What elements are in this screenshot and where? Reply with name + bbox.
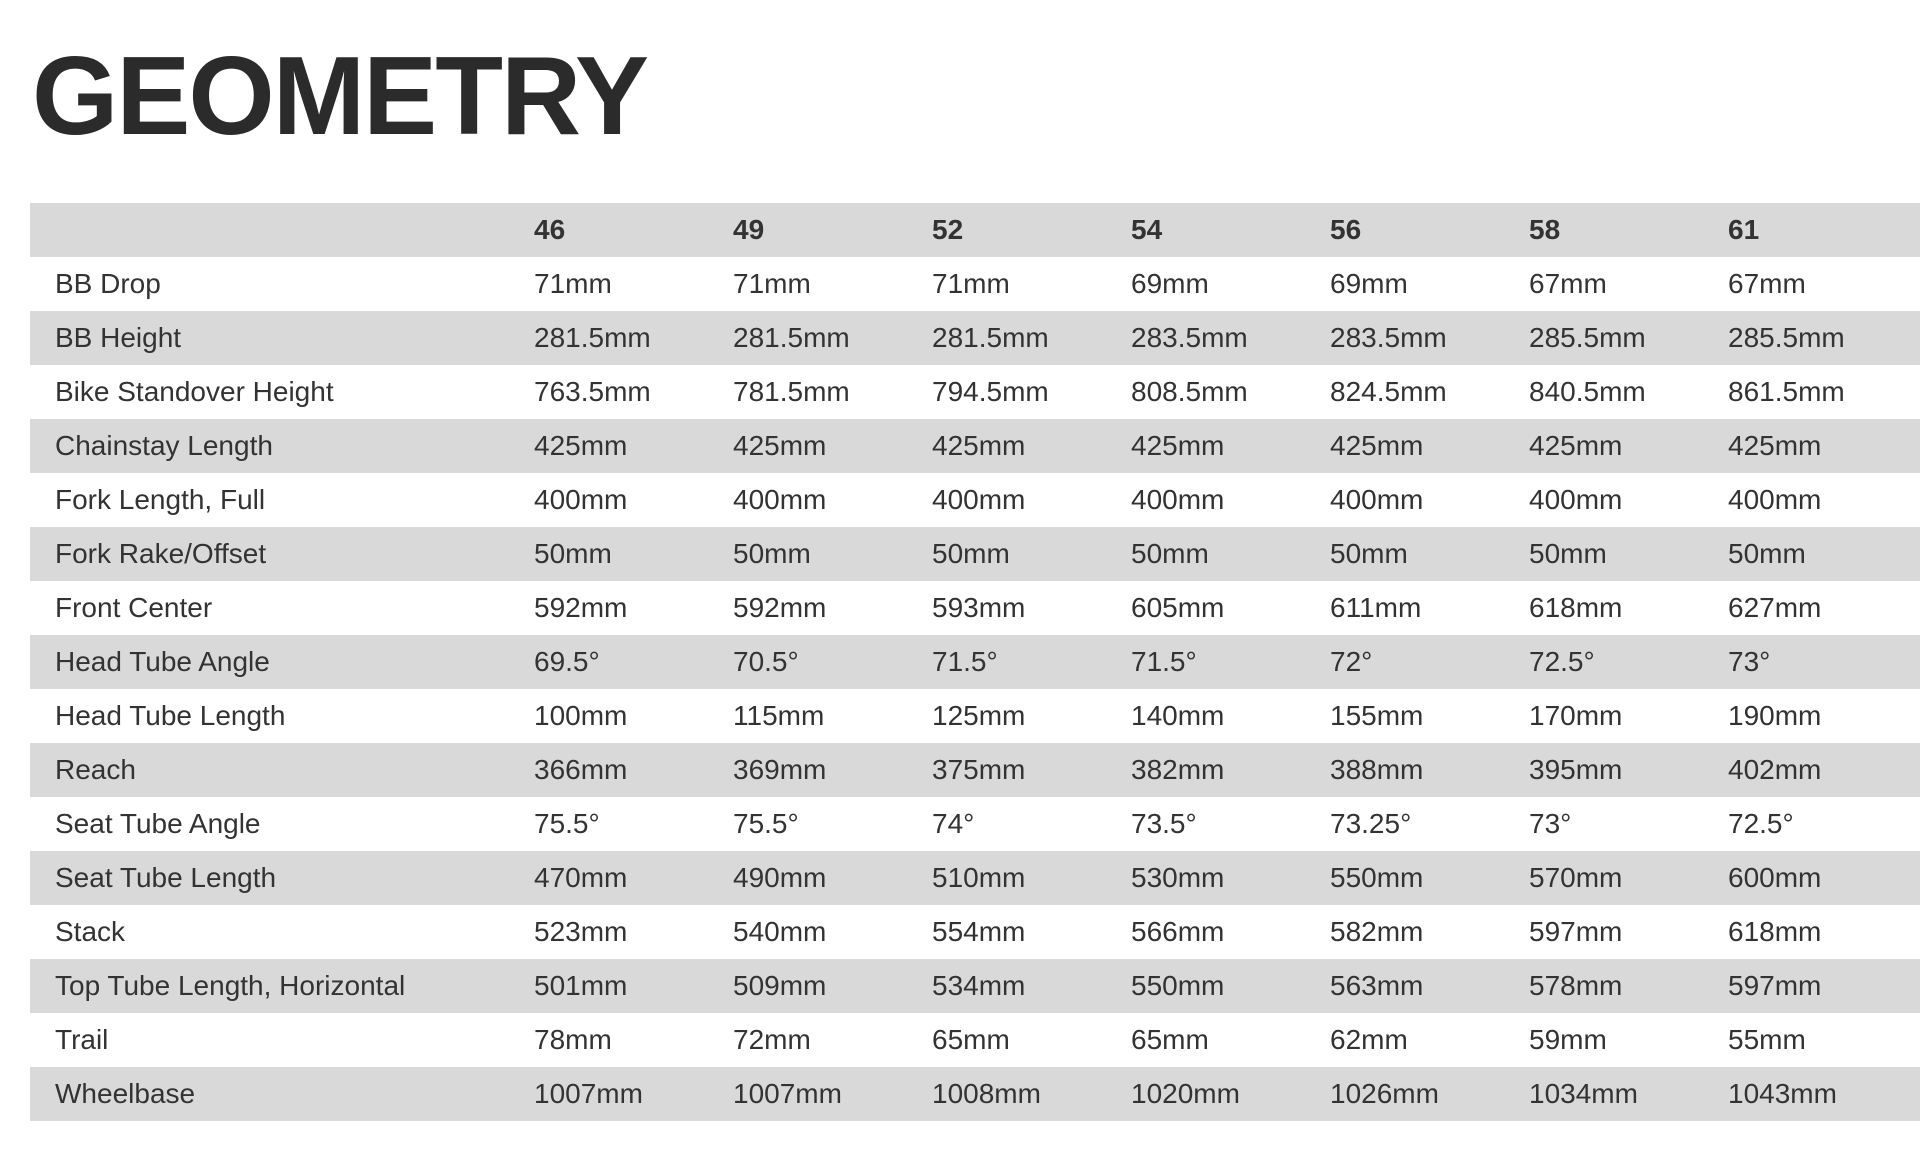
row-label: Wheelbase bbox=[55, 1078, 196, 1109]
size-header: 58 bbox=[1529, 214, 1561, 245]
page-title: GEOMETRY bbox=[32, 34, 648, 158]
table-cell: 592mm bbox=[733, 592, 827, 623]
row-label: Trail bbox=[55, 1024, 109, 1055]
table-cell: 618mm bbox=[1728, 916, 1822, 947]
table-cell: 1007mm bbox=[733, 1078, 842, 1109]
table-cell: 1007mm bbox=[534, 1078, 643, 1109]
size-header: 49 bbox=[733, 214, 765, 245]
table-cell: 72mm bbox=[733, 1024, 811, 1055]
table-cell: 369mm bbox=[733, 754, 827, 785]
table-cell: 115mm bbox=[733, 700, 825, 731]
table-cell: 400mm bbox=[1728, 484, 1822, 515]
table-cell: 400mm bbox=[1131, 484, 1225, 515]
row-label: Fork Length, Full bbox=[55, 484, 266, 515]
table-row bbox=[30, 689, 1920, 743]
table-row bbox=[30, 365, 1920, 419]
table-cell: 78mm bbox=[534, 1024, 612, 1055]
table-cell: 285.5mm bbox=[1728, 322, 1845, 353]
table-cell: 140mm bbox=[1131, 700, 1225, 731]
size-header: 46 bbox=[534, 214, 566, 245]
table-cell: 69mm bbox=[1330, 268, 1408, 299]
table-cell: 509mm bbox=[733, 970, 827, 1001]
table-cell: 593mm bbox=[932, 592, 1026, 623]
table-cell: 75.5° bbox=[534, 808, 600, 839]
size-header: 54 bbox=[1131, 214, 1163, 245]
table-cell: 283.5mm bbox=[1131, 322, 1248, 353]
table-cell: 550mm bbox=[1131, 970, 1225, 1001]
size-header: 56 bbox=[1330, 214, 1362, 245]
table-cell: 425mm bbox=[932, 430, 1026, 461]
table-cell: 75.5° bbox=[733, 808, 799, 839]
table-cell: 50mm bbox=[1529, 538, 1607, 569]
table-cell: 190mm bbox=[1728, 700, 1822, 731]
table-cell: 400mm bbox=[1529, 484, 1623, 515]
table-cell: 285.5mm bbox=[1529, 322, 1646, 353]
table-cell: 71mm bbox=[932, 268, 1010, 299]
table-row bbox=[30, 635, 1920, 689]
table-cell: 283.5mm bbox=[1330, 322, 1447, 353]
table-cell: 69.5° bbox=[534, 646, 600, 677]
table-row bbox=[30, 527, 1920, 581]
table-cell: 501mm bbox=[534, 970, 628, 1001]
table-cell: 50mm bbox=[932, 538, 1010, 569]
table-cell: 597mm bbox=[1728, 970, 1822, 1001]
table-cell: 840.5mm bbox=[1529, 376, 1646, 407]
row-label: Head Tube Length bbox=[55, 700, 286, 731]
table-cell: 125mm bbox=[932, 700, 1026, 731]
row-label: Front Center bbox=[55, 592, 213, 623]
table-cell: 425mm bbox=[534, 430, 628, 461]
table-cell: 523mm bbox=[534, 916, 628, 947]
table-cell: 73° bbox=[1529, 808, 1572, 839]
size-header: 52 bbox=[932, 214, 964, 245]
table-cell: 71mm bbox=[534, 268, 612, 299]
table-cell: 425mm bbox=[1529, 430, 1623, 461]
table-cell: 563mm bbox=[1330, 970, 1424, 1001]
table-cell: 627mm bbox=[1728, 592, 1822, 623]
table-cell: 600mm bbox=[1728, 862, 1822, 893]
table-row bbox=[30, 581, 1920, 635]
geometry-table bbox=[30, 203, 1920, 1121]
table-cell: 73.25° bbox=[1330, 808, 1412, 839]
table-row bbox=[30, 851, 1920, 905]
table-cell: 71.5° bbox=[1131, 646, 1197, 677]
table-cell: 530mm bbox=[1131, 862, 1225, 893]
table-row bbox=[30, 311, 1920, 365]
table-cell: 470mm bbox=[534, 862, 628, 893]
table-cell: 375mm bbox=[932, 754, 1026, 785]
table-cell: 554mm bbox=[932, 916, 1026, 947]
table-cell: 1026mm bbox=[1330, 1078, 1439, 1109]
table-cell: 605mm bbox=[1131, 592, 1225, 623]
table-cell: 1043mm bbox=[1728, 1078, 1837, 1109]
table-cell: 566mm bbox=[1131, 916, 1225, 947]
table-cell: 100mm bbox=[534, 700, 628, 731]
table-cell: 281.5mm bbox=[733, 322, 850, 353]
table-cell: 50mm bbox=[1728, 538, 1806, 569]
row-label: Fork Rake/Offset bbox=[55, 538, 267, 569]
row-label: Stack bbox=[55, 916, 126, 947]
table-cell: 50mm bbox=[1330, 538, 1408, 569]
row-label: Top Tube Length, Horizontal bbox=[55, 970, 406, 1001]
table-cell: 534mm bbox=[932, 970, 1026, 1001]
table-cell: 425mm bbox=[733, 430, 827, 461]
table-cell: 781.5mm bbox=[733, 376, 850, 407]
table-cell: 763.5mm bbox=[534, 376, 651, 407]
row-label: Bike Standover Height bbox=[55, 376, 334, 407]
table-cell: 592mm bbox=[534, 592, 628, 623]
table-cell: 65mm bbox=[932, 1024, 1010, 1055]
table-cell: 582mm bbox=[1330, 916, 1424, 947]
table-cell: 71mm bbox=[733, 268, 811, 299]
table-row bbox=[30, 257, 1920, 311]
table-cell: 570mm bbox=[1529, 862, 1623, 893]
table-cell: 395mm bbox=[1529, 754, 1623, 785]
table-cell: 50mm bbox=[1131, 538, 1209, 569]
table-row bbox=[30, 419, 1920, 473]
table-cell: 400mm bbox=[1330, 484, 1424, 515]
table-cell: 618mm bbox=[1529, 592, 1623, 623]
table-cell: 550mm bbox=[1330, 862, 1424, 893]
table-cell: 425mm bbox=[1728, 430, 1822, 461]
table-cell: 611mm bbox=[1330, 592, 1422, 623]
table-cell: 400mm bbox=[534, 484, 628, 515]
table-header-row bbox=[30, 203, 1920, 257]
table-cell: 597mm bbox=[1529, 916, 1623, 947]
table-cell: 1020mm bbox=[1131, 1078, 1240, 1109]
table-cell: 55mm bbox=[1728, 1024, 1806, 1055]
table-cell: 425mm bbox=[1330, 430, 1424, 461]
row-label: Reach bbox=[55, 754, 136, 785]
table-cell: 59mm bbox=[1529, 1024, 1607, 1055]
table-cell: 281.5mm bbox=[932, 322, 1049, 353]
row-label: BB Drop bbox=[55, 268, 161, 299]
table-cell: 1008mm bbox=[932, 1078, 1041, 1109]
table-cell: 67mm bbox=[1728, 268, 1806, 299]
table-cell: 72° bbox=[1330, 646, 1373, 677]
table-cell: 70.5° bbox=[733, 646, 799, 677]
table-cell: 794.5mm bbox=[932, 376, 1049, 407]
table-row bbox=[30, 797, 1920, 851]
table-row bbox=[30, 1013, 1920, 1067]
table-cell: 72.5° bbox=[1728, 808, 1794, 839]
table-cell: 388mm bbox=[1330, 754, 1424, 785]
table-cell: 540mm bbox=[733, 916, 827, 947]
header-corner-cell bbox=[30, 203, 534, 257]
table-cell: 71.5° bbox=[932, 646, 998, 677]
table-row bbox=[30, 959, 1920, 1013]
table-cell: 74° bbox=[932, 808, 975, 839]
table-cell: 62mm bbox=[1330, 1024, 1408, 1055]
table-row bbox=[30, 905, 1920, 959]
table-cell: 366mm bbox=[534, 754, 628, 785]
table-cell: 578mm bbox=[1529, 970, 1623, 1001]
table-cell: 50mm bbox=[733, 538, 811, 569]
size-header: 61 bbox=[1728, 214, 1760, 245]
table-cell: 65mm bbox=[1131, 1024, 1209, 1055]
table-row bbox=[30, 1067, 1920, 1121]
table-cell: 824.5mm bbox=[1330, 376, 1447, 407]
table-cell: 281.5mm bbox=[534, 322, 651, 353]
table-cell: 73.5° bbox=[1131, 808, 1197, 839]
table-cell: 67mm bbox=[1529, 268, 1607, 299]
table-cell: 72.5° bbox=[1529, 646, 1595, 677]
table-cell: 402mm bbox=[1728, 754, 1822, 785]
table-cell: 400mm bbox=[733, 484, 827, 515]
table-row bbox=[30, 743, 1920, 797]
table-cell: 50mm bbox=[534, 538, 612, 569]
row-label: BB Height bbox=[55, 322, 182, 353]
row-label: Seat Tube Angle bbox=[55, 808, 261, 839]
table-cell: 490mm bbox=[733, 862, 827, 893]
table-cell: 1034mm bbox=[1529, 1078, 1638, 1109]
table-cell: 73° bbox=[1728, 646, 1771, 677]
table-cell: 69mm bbox=[1131, 268, 1209, 299]
table-cell: 382mm bbox=[1131, 754, 1225, 785]
table-cell: 155mm bbox=[1330, 700, 1424, 731]
table-cell: 170mm bbox=[1529, 700, 1623, 731]
table-cell: 861.5mm bbox=[1728, 376, 1845, 407]
table-cell: 425mm bbox=[1131, 430, 1225, 461]
table-row bbox=[30, 473, 1920, 527]
row-label: Seat Tube Length bbox=[55, 862, 277, 893]
table-cell: 400mm bbox=[932, 484, 1026, 515]
row-label: Chainstay Length bbox=[55, 430, 273, 461]
table-body bbox=[30, 257, 1920, 1121]
table-cell: 808.5mm bbox=[1131, 376, 1248, 407]
table-cell: 510mm bbox=[932, 862, 1026, 893]
row-label: Head Tube Angle bbox=[55, 646, 270, 677]
